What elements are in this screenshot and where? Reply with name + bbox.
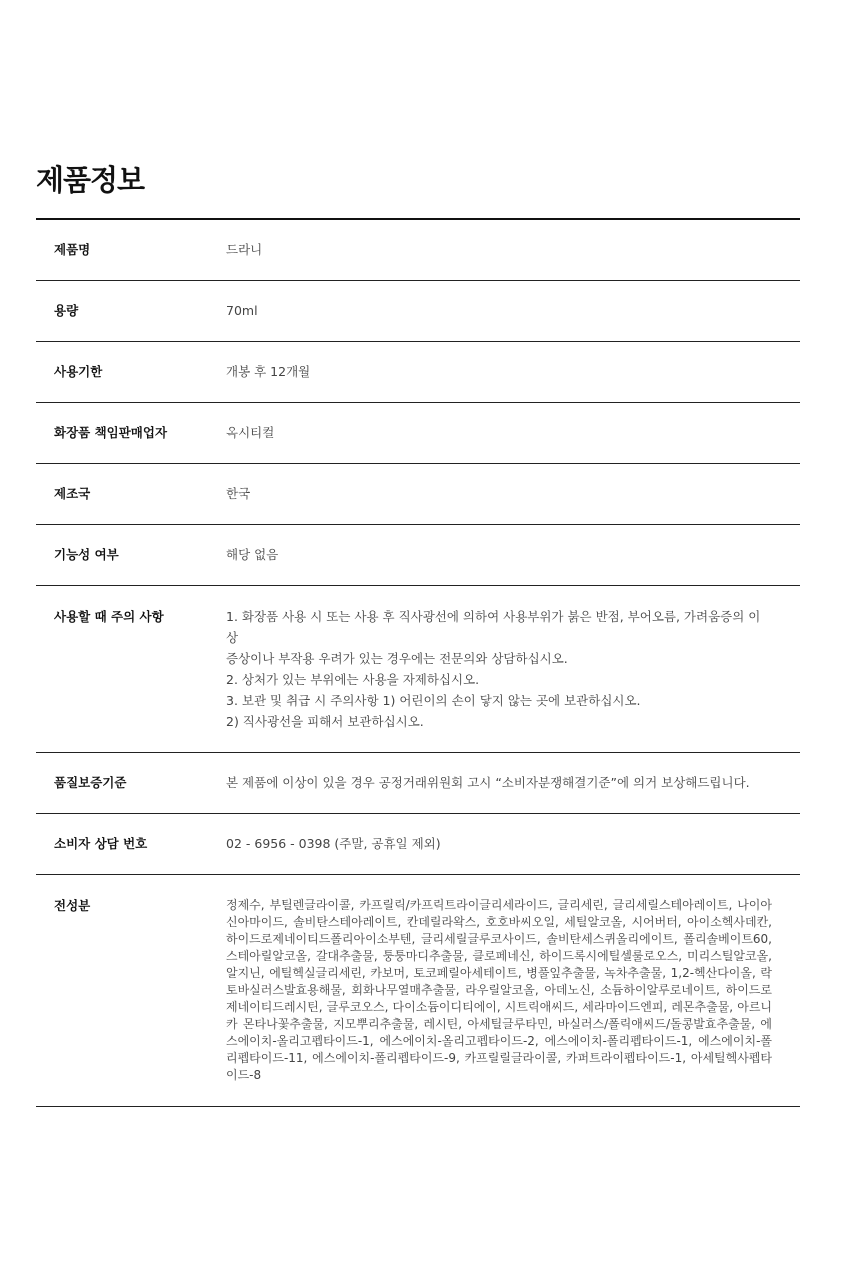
row-label: 용량 [54, 303, 79, 318]
row-contact [36, 814, 800, 875]
row-product-name [36, 220, 800, 281]
row-label: 기능성 여부 [54, 547, 119, 562]
row-label: 품질보증기준 [54, 775, 127, 790]
row-quality [36, 753, 800, 814]
row-label: 소비자 상담 번호 [54, 836, 148, 851]
caution-line: 2) 직사광선을 피해서 보관하십시오. [226, 714, 424, 729]
row-label: 사용기한 [54, 364, 103, 379]
row-value: 본 제품에 이상이 있을 경우 공정거래위원회 고시 “소비자분쟁해결기준”에 의거 보상해드립니다. [226, 775, 750, 790]
row-value: 해당 없음 [226, 547, 279, 562]
row-value: 70ml [226, 303, 258, 318]
row-expiry [36, 342, 800, 403]
product-info-table [36, 218, 800, 1107]
caution-line: 1. 화장품 사용 시 또는 사용 후 직사광선에 의하여 사용부위가 붉은 반점, 부어오름, 가려움증의 이상 [226, 609, 761, 645]
product-info-section [36, 160, 800, 1107]
caution-line: 증상이나 부작용 우려가 있는 경우에는 전문의와 상담하십시오. [226, 651, 568, 666]
row-label: 제품명 [54, 242, 91, 257]
contact-phone: 02 - 6956 - 0398 (주말, 공휴일 제외) [226, 836, 441, 851]
row-label: 제조국 [54, 486, 91, 501]
caution-line: 2. 상처가 있는 부위에는 사용을 자제하십시오. [226, 672, 480, 687]
row-value: 드라니 [226, 242, 263, 257]
caution-line: 3. 보관 및 취급 시 주의사항 1) 어린이의 손이 닿지 않는 곳에 보관하십시오. [226, 693, 641, 708]
row-volume [36, 281, 800, 342]
row-value: 개봉 후 12개월 [226, 364, 311, 379]
row-caution [36, 586, 800, 753]
row-value: 옥시티컬 [226, 425, 275, 440]
row-label: 전성분 [54, 898, 91, 913]
ingredients-text: 정제수, 부틸렌글라이콜, 카프릴릭/카프릭트라이글리세라이드, 글리세린, 글리세릴스테아레이트, 나이아신아마이드, 솔비탄스테아레이트, 칸데릴라왁스, 호호바씨오일, 세틸알코올, 시어버터, 아이소헥사데칸, 하이드로제네이티드폴리아이소부텐, 글리세릴글루코사이드, 솔비탄세스퀴올리에이트, 폴리솔베이트60, 스테아릴알코올, 갈대추출물, 퉁퉁마디추출물, 클로페네신, 하이드록시에틸셀룰로오스, 미리스틸알코올, 알지닌, 에틸헥실글리세린, 카보머, 토코페릴아세테이트, 병풀잎추출물, 녹차추출물, 1,2-헥산다이올, 락토바실러스발효용해물, 회화나무열매추출물, 라우릴알코올, 아데노신, 소듐하이알루로네이트, 하이드로제네이티드레시틴, 글루코오스, 다이소듐이디티에이, 시트릭애씨드, 세라마이드엔피, 레몬추출물, 아르니카 몬타나꽃추출물, 지모뿌리추출물, 레시틴, 아세틸글루타민, 바실러스/폴릭애씨드/돌콩발효추출물, 에스에이치-올리고펩타이드-1, 에스에이치-올리고펩타이드-2, 에스에이치-폴리펩타이드-1, 에스에이치-폴리펩타이드-11, 에스에이치-폴리펩타이드-9, 카프릴릴글라이콜, 카퍼트라이펩타이드-1, 아세틸헥사펩타이드-8 [226, 898, 772, 1082]
row-value: 한국 [226, 486, 251, 501]
row-label: 화장품 책임판매업자 [54, 425, 168, 440]
row-ingredients [36, 875, 800, 1107]
row-country [36, 464, 800, 525]
caution-text [226, 606, 800, 732]
row-functional [36, 525, 800, 586]
row-label: 사용할 때 주의 사항 [54, 609, 164, 624]
row-seller [36, 403, 800, 464]
page-title: 제품정보 [36, 163, 145, 197]
